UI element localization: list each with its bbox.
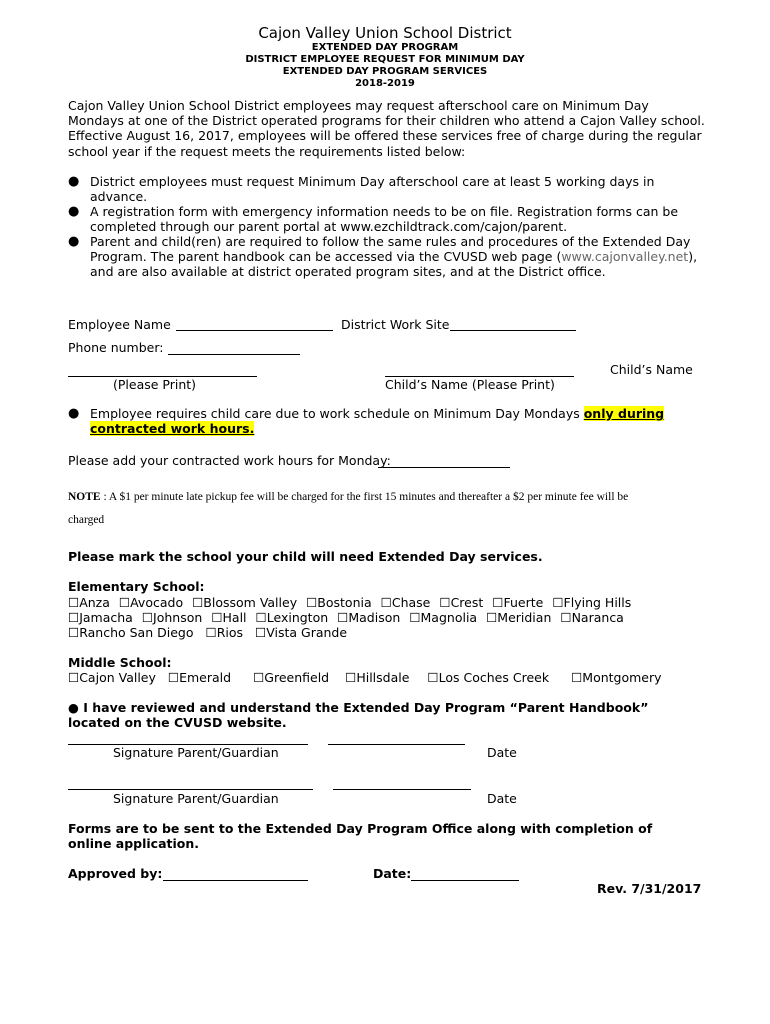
bullet-icon: ● [68, 406, 80, 421]
late-fee-note [68, 491, 628, 503]
school-year: 2018-2019 [355, 78, 415, 89]
checkbox-madison[interactable]: ☐Madison [337, 610, 401, 625]
checkbox-emerald[interactable]: ☐Emerald [167, 670, 232, 685]
bullet-icon: ● [68, 174, 80, 189]
revision-date: Rev. 7/31/2017 [597, 881, 702, 896]
checkbox-hall[interactable]: ☐Hall [211, 610, 247, 625]
bullet-request-advance: District employees must request Minimum Day afterschool care at least 5 working days in advance. [90, 174, 655, 205]
checkbox-johnson[interactable]: ☐Johnson [141, 610, 203, 625]
elementary-heading: Elementary School: [68, 579, 205, 594]
approval-date-label: Date: [373, 866, 412, 881]
checkbox-los-coches-creek[interactable]: ☐Los Coches Creek [427, 670, 550, 685]
district-title: Cajon Valley Union School District [258, 24, 512, 42]
checkbox-avocado[interactable]: ☐Avocado [118, 595, 184, 610]
checkbox-rios[interactable]: ☐Rios [205, 625, 244, 640]
cajonvalley-link[interactable]: www.cajonvalley.net [561, 249, 689, 265]
checkbox-hillsdale[interactable]: ☐Hillsdale [345, 670, 410, 685]
child-name-label-right: Child’s Name [610, 362, 693, 377]
date-label-1: Date [487, 745, 517, 760]
elementary-row-1 [68, 595, 631, 610]
checkbox-naranca[interactable]: ☐Naranca [560, 610, 624, 625]
contracted-hours-label: Please add your contracted work hours for Monday: [68, 453, 391, 468]
checkbox-fuerte[interactable]: ☐Fuerte [492, 595, 544, 610]
request-title: DISTRICT EMPLOYEE REQUEST FOR MINIMUM DAY [245, 54, 525, 65]
rules-text: Parent and child(ren) are required to follow the same rules and procedures of the Extended Day Program. The parent handbook can be accessed via the CVUSD web page ( [90, 234, 691, 265]
bullet-registration: A registration form with emergency information needs to be on file. Registration forms can be completed through our parent portal at www.ezchildtrack.com/cajon/parent. [90, 204, 679, 235]
forms-note-2: online application. [68, 836, 200, 851]
elementary-row-3 [68, 625, 361, 640]
checkbox-meridian[interactable]: ☐Meridian [486, 610, 552, 625]
employee-name-field[interactable] [176, 330, 333, 331]
checkbox-bostonia[interactable]: ☐Bostonia [306, 595, 372, 610]
employee-name-label: Employee Name [68, 317, 171, 332]
late-fee-note-end: charged [68, 514, 105, 526]
approved-by-field[interactable] [163, 880, 308, 881]
forms-note: Forms are to be sent to the Extended Day Program Office along with completion of [68, 821, 653, 836]
checkbox-anza[interactable]: ☐Anza [68, 595, 110, 610]
bullet-icon: ● [68, 204, 80, 219]
phone-label: Phone number: [68, 340, 164, 355]
approved-by-label: Approved by: [68, 866, 163, 881]
checkbox-vista-grande[interactable]: ☐Vista Grande [255, 625, 348, 640]
work-hours-highlight: only during [583, 406, 665, 421]
work-schedule-text: Employee requires child care due to work schedule on Minimum Day Mondays [90, 406, 584, 421]
handbook-acknowledgement-2: located on the CVUSD website. [68, 715, 287, 730]
please-print-label: (Please Print) [113, 377, 197, 392]
checkbox-lexington[interactable]: ☐Lexington [255, 610, 329, 625]
handbook-acknowledgement: ● I have reviewed and understand the Extended Day Program “Parent Handbook” [68, 700, 649, 715]
note-label: NOTE [68, 491, 101, 503]
checkbox-rancho-san-diego[interactable]: ☐Rancho San Diego [68, 625, 194, 640]
checkbox-cajon-valley[interactable]: ☐Cajon Valley [68, 670, 156, 685]
middle-row-1 [68, 670, 662, 685]
program-title: EXTENDED DAY PROGRAM [311, 42, 459, 53]
signature-label-2: Signature Parent/Guardian [113, 791, 279, 806]
checkbox-chase[interactable]: ☐Chase [380, 595, 431, 610]
rules-text-end: ), and are also available at district operated program sites, and at the District office. [90, 249, 698, 280]
approval-date-field[interactable] [411, 880, 519, 881]
work-hours-highlight-2: contracted work hours. [90, 421, 255, 437]
note-text: : A $1 per minute late pickup fee will be charged for the first 15 minutes and thereafter a $2 per minute fee will be [100, 491, 629, 503]
elementary-row-2 [68, 610, 624, 625]
date-field-2[interactable] [333, 789, 471, 790]
bullet-work-schedule [90, 406, 710, 436]
child-name-print-label: Child’s Name (Please Print) [385, 377, 555, 392]
work-site-label: District Work Site [341, 317, 450, 332]
bullet-icon: ● [68, 234, 80, 249]
checkbox-montgomery[interactable]: ☐Montgomery [571, 670, 662, 685]
mark-school-heading: Please mark the school your child will need Extended Day services. [68, 549, 543, 564]
services-title: EXTENDED DAY PROGRAM SERVICES [282, 66, 488, 77]
checkbox-blossom-valley[interactable]: ☐Blossom Valley [192, 595, 298, 610]
checkbox-crest[interactable]: ☐Crest [439, 595, 484, 610]
contracted-hours-field[interactable] [378, 467, 510, 468]
work-site-field[interactable] [450, 330, 576, 331]
middle-heading: Middle School: [68, 655, 172, 670]
date-label-2: Date [487, 791, 517, 806]
intro-paragraph: Cajon Valley Union School District employees may request afterschool care on Minimum Day Mondays at one of the District operated programs for their children who attend a Cajon Valley school. Effective August 16, 2017, employees will be offered these services free of charge during the regular school year if the request meets the requirements listed below: [68, 98, 705, 159]
signature-field-2[interactable] [68, 789, 313, 790]
bullet-rules [90, 234, 710, 280]
signature-label-1: Signature Parent/Guardian [113, 745, 279, 760]
checkbox-jamacha[interactable]: ☐Jamacha [68, 610, 133, 625]
phone-field[interactable] [168, 354, 300, 355]
checkbox-flying-hills[interactable]: ☐Flying Hills [552, 595, 632, 610]
checkbox-magnolia[interactable]: ☐Magnolia [409, 610, 478, 625]
checkbox-greenfield[interactable]: ☐Greenfield [253, 670, 330, 685]
date-field-1[interactable] [328, 744, 465, 745]
